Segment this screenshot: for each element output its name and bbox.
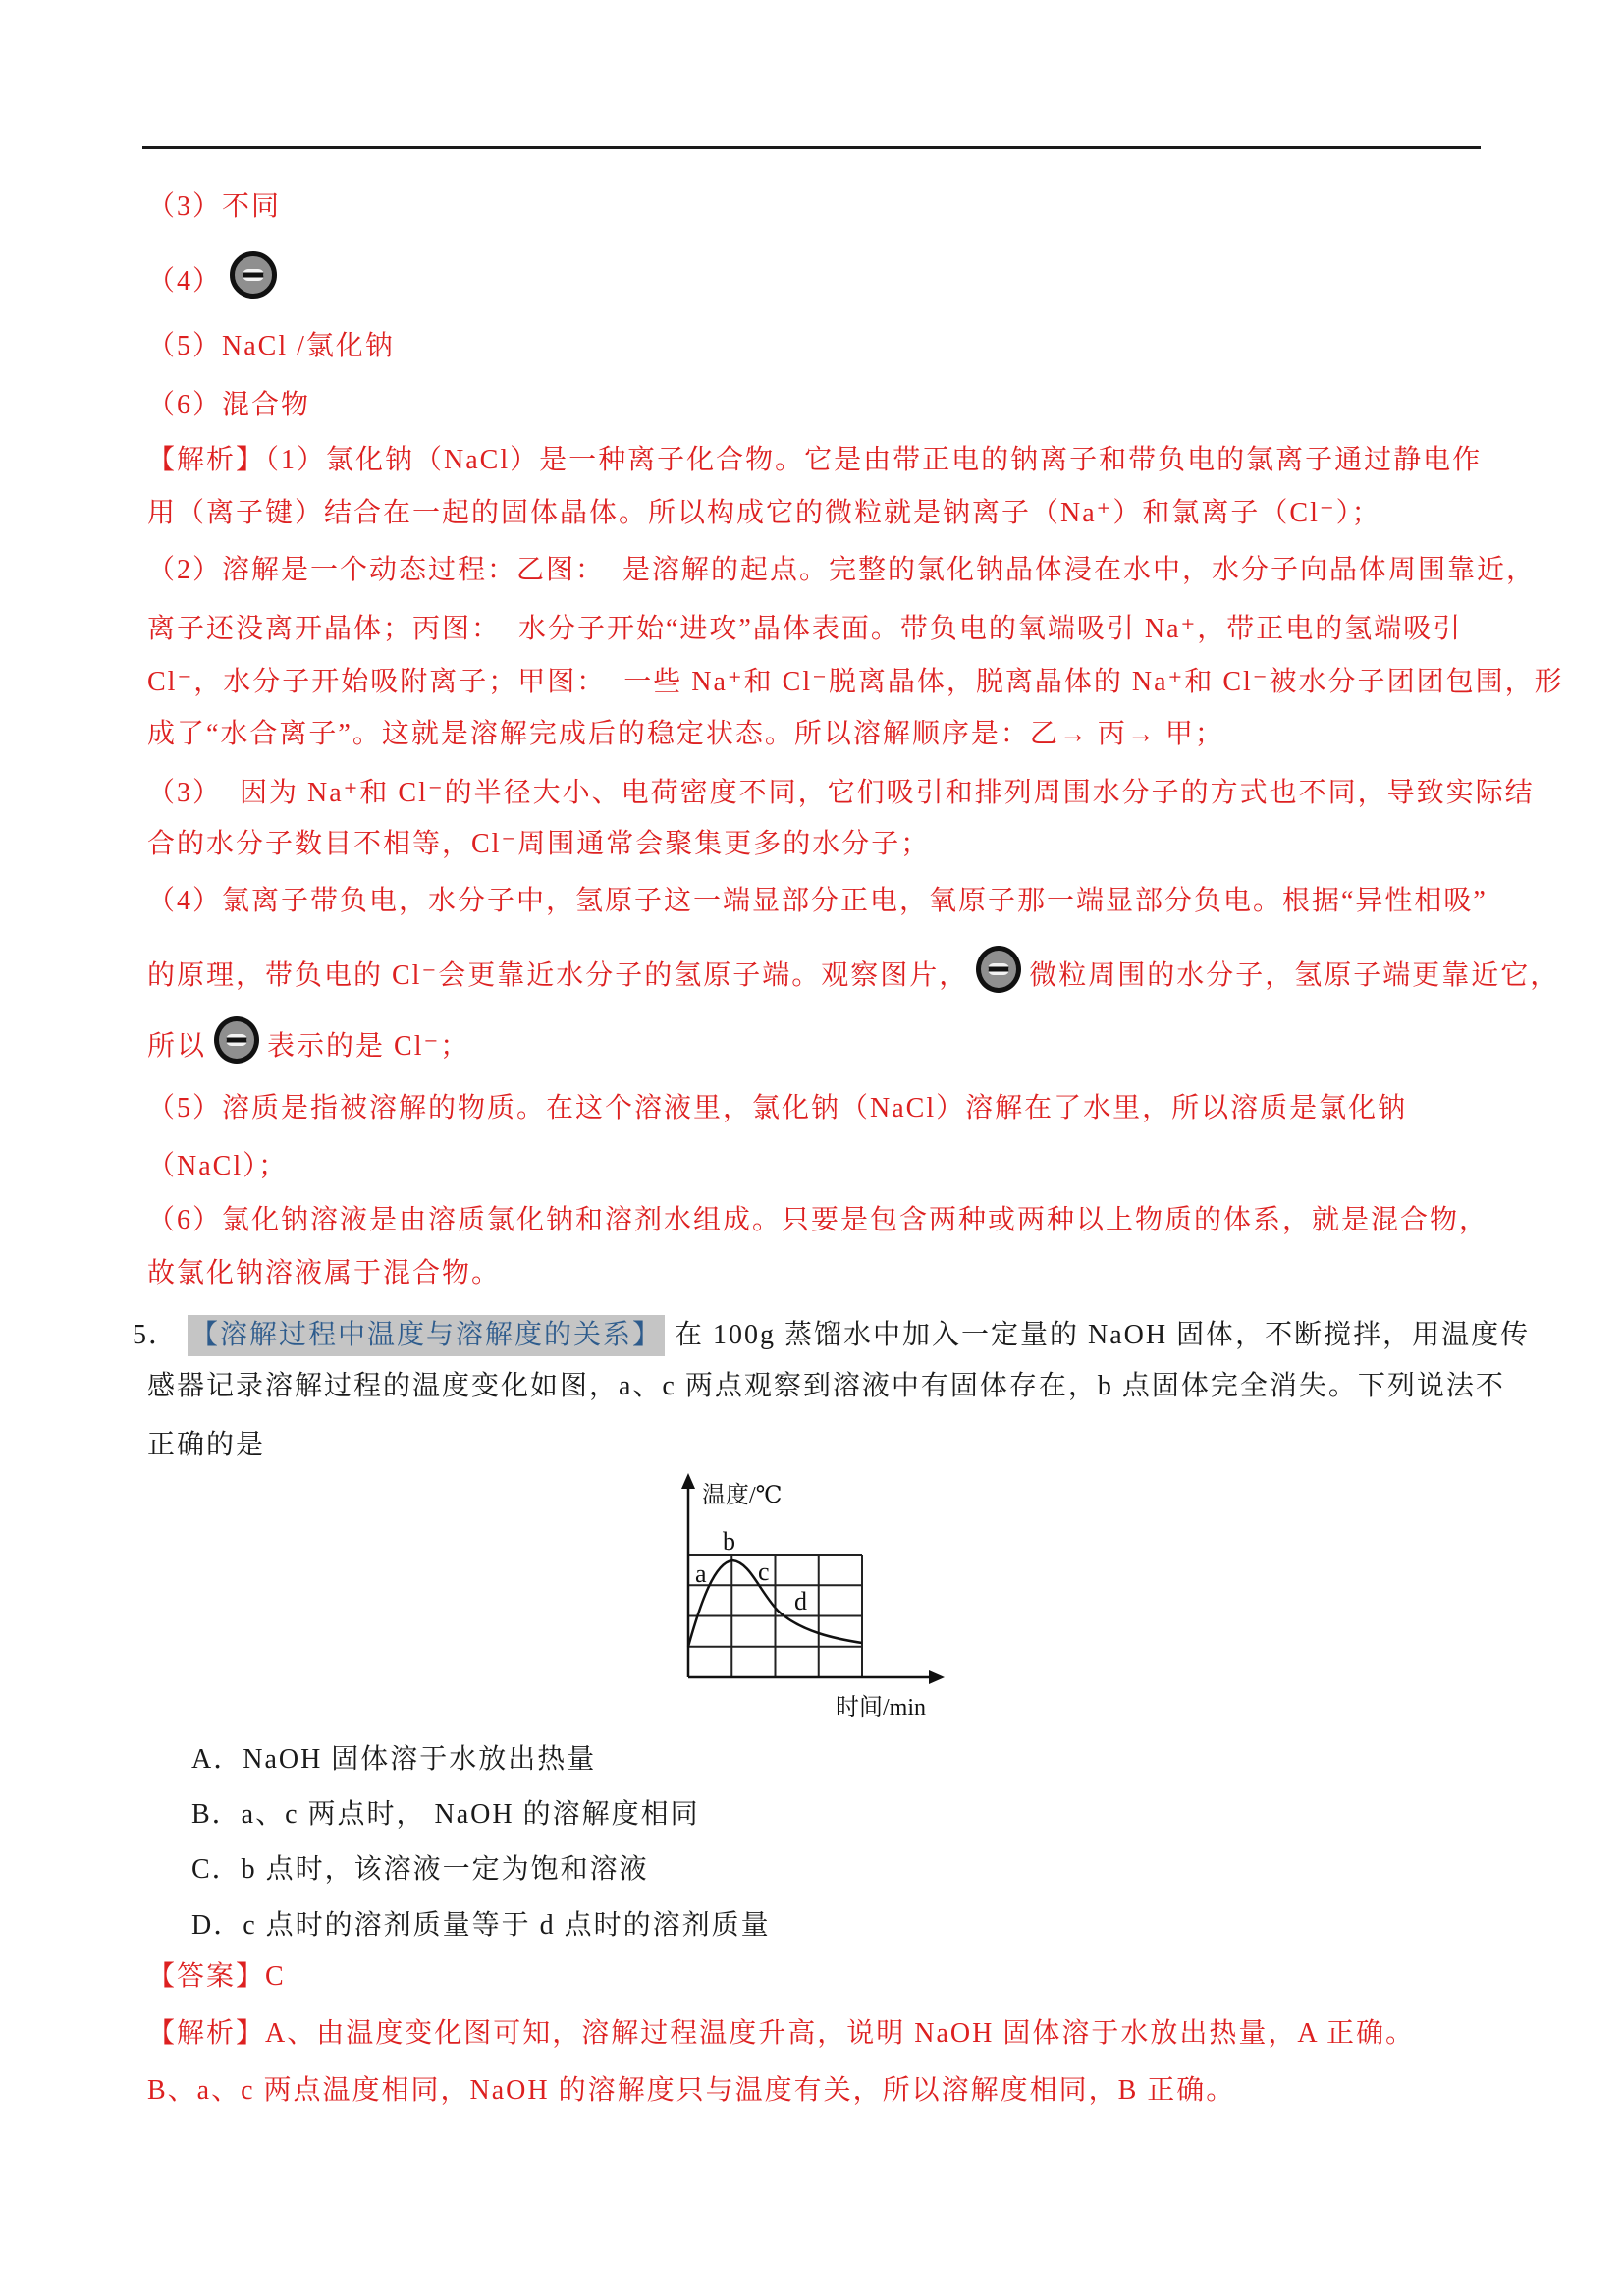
top-divider [142,146,1481,149]
analysis-line: （4）氯离子带负电，水分子中，氢原子这一端显部分正电，氧原子那一端显部分负电。根据“异性相吸” [147,886,1488,916]
analysis-line: （3） 因为 Na⁺和 Cl⁻的半径大小、电荷密度不同，它们吸引和排列周围水分子的方式也不同，导致实际结 [147,778,1535,808]
y-axis-label: 温度/℃ [702,1483,783,1508]
option-d: D．c 点时的溶剂质量等于 d 点时的溶剂质量 [191,1910,771,1941]
point-label-c: c [758,1558,770,1586]
analysis-line-with-icon [147,1016,469,1064]
answer-label-line: 【答案】C [147,1961,286,1992]
option-a: A．NaOH 固体溶于水放出热量 [191,1744,597,1775]
negative-charge-icon [230,251,277,299]
question-stem: 感器记录溶解过程的温度变化如图，a、c 两点观察到溶液中有固体存在，b 点固体完全消失。下列说法不 [147,1371,1505,1401]
answer-item-3: （3）不同 [147,191,282,222]
question-stem: 在 100g 蒸馏水中加入一定量的 NaOH 固体，不断搅拌，用温度传 [675,1320,1531,1350]
answer-item-4-label: （4） [147,266,223,297]
analysis-line: （NaCl）； [147,1151,289,1181]
question-stem: 正确的是 [147,1430,266,1460]
option-c: C．b 点时，该溶液一定为饱和溶液 [191,1854,649,1885]
question-5-heading [133,1315,1530,1356]
answer-item-6: （6）混合物 [147,390,311,420]
analysis-line: （2）溶解是一个动态过程：乙图： 是溶解的起点。完整的氯化钠晶体浸在水中，水分子向晶体周围靠近， [147,555,1537,585]
negative-charge-icon [214,1016,259,1064]
x-axis-label: 时间/min [836,1695,927,1721]
option-b: B．a、c 两点时， NaOH 的溶解度相同 [191,1799,700,1830]
point-label-b: b [723,1527,735,1556]
analysis-text: 表示的是 Cl⁻； [267,1031,470,1062]
analysis-line: 成了“水合离子”。这就是溶解完成后的稳定状态。所以溶解顺序是：乙→ 丙→ 甲； [147,719,1224,749]
analysis-line: 离子还没离开晶体；丙图： 水分子开始“进攻”晶体表面。带负电的氧端吸引 Na⁺，带正电的氢端吸引 [147,614,1463,644]
analysis-line: 合的水分子数目不相等，Cl⁻周围通常会聚集更多的水分子； [147,829,931,859]
analysis-line-with-icon [147,946,1559,993]
question-topic-tag: 【溶解过程中温度与溶解度的关系】 [188,1315,665,1356]
analysis-text: 微粒周围的水分子，氢原子端更靠近它， [1029,960,1560,991]
analysis-line: B、a、c 两点温度相同，NaOH 的溶解度只与温度有关，所以溶解度相同，B 正确。 [147,2075,1236,2105]
analysis-line: 故氯化钠溶液属于混合物。 [147,1258,502,1288]
analysis-text: 所以 [147,1031,207,1062]
answer-item-5: （5）NaCl /氯化钠 [147,331,395,361]
answer-item-4 [147,251,277,299]
point-label-d: d [794,1587,807,1615]
analysis-line: 【解析】（1）氯化钠（NaCl）是一种离子化合物。它是由带正电的钠离子和带负电的氯离子通过静电作 [147,445,1483,475]
point-label-a: a [695,1559,707,1588]
negative-charge-icon [976,946,1021,993]
chart-axes [688,1483,935,1677]
analysis-line: （6）氯化钠溶液是由溶质氯化钠和溶剂水组成。只要是包含两种或两种以上物质的体系，就是混合物， [147,1205,1489,1235]
y-axis-arrow [681,1473,695,1489]
x-axis-arrow [929,1670,945,1684]
temperature-time-chart [607,1471,950,1726]
analysis-text: 的原理，带负电的 Cl⁻会更靠近水分子的氢原子端。观察图片， [147,960,969,991]
analysis-line: 【解析】A、由温度变化图可知，溶解过程温度升高，说明 NaOH 固体溶于水放出热量，A 正确。 [147,2018,1415,2049]
chart-grid [688,1555,862,1677]
analysis-line: Cl⁻，水分子开始吸附离子；甲图： 一些 Na⁺和 Cl⁻脱离晶体，脱离晶体的 Na⁺和 Cl⁻被水分子团团包围，形 [147,667,1564,697]
analysis-line: （5）溶质是指被溶解的物质。在这个溶液里，氯化钠（NaCl）溶解在了水里，所以溶质是氯化钠 [147,1093,1408,1123]
analysis-line: 用（离子键）结合在一起的固体晶体。所以构成它的微粒就是钠离子（Na⁺）和氯离子（Cl⁻）； [147,498,1381,528]
question-number: 5． [133,1320,179,1350]
